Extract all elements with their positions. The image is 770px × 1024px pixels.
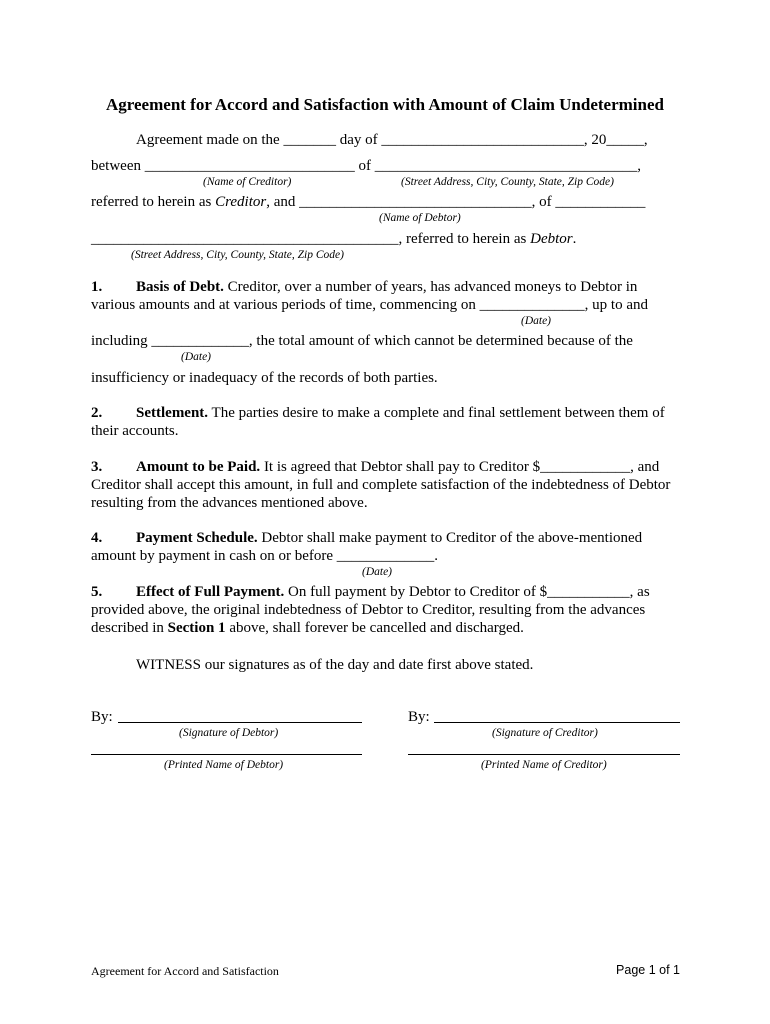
debtor-term: Debtor	[530, 231, 573, 247]
debtor-signature-line[interactable]	[118, 722, 362, 723]
section-4-text-1: Debtor shall make payment to Creditor of the above-mentioned	[257, 530, 643, 546]
section-1-line-1	[91, 278, 637, 296]
document-title: Agreement for Accord and Satisfaction with Amount of Claim Undetermined	[106, 95, 664, 114]
section-3-heading: Amount to be Paid.	[136, 459, 261, 475]
section-1-line-3: including _____________, the total amount of which cannot be determined because of the	[91, 333, 633, 349]
section-2-number: 2.	[91, 405, 103, 421]
section-4-heading: Payment Schedule.	[136, 530, 258, 546]
section-2-line-2: their accounts.	[91, 423, 179, 439]
intro-line-4	[91, 230, 576, 248]
section-3-text-1: It is agreed that Debtor shall pay to Creditor $____________, and	[260, 459, 660, 475]
caption-creditor-address: (Street Address, City, County, State, Zip Code)	[401, 176, 614, 188]
section-5-line-3	[91, 619, 524, 637]
debtor-printed-name-line[interactable]	[91, 754, 362, 755]
intro-line-3	[91, 193, 645, 211]
creditor-term: Creditor	[215, 194, 267, 210]
section-3-line-2: Creditor shall accept this amount, in full and complete satisfaction of the indebtedness of Debtor	[91, 477, 671, 493]
caption-signature-of-creditor: (Signature of Creditor)	[492, 727, 598, 739]
section-5-text-3-post: above, shall forever be cancelled and discharged.	[225, 620, 524, 636]
footer-page-number: Page 1 of 1	[616, 963, 680, 977]
intro-line-3-post: , and _______________________________, of ____________	[266, 194, 646, 210]
section-1-line-2: various amounts and at various periods of time, commencing on ______________, up to and	[91, 297, 648, 313]
section-4-number: 4.	[91, 530, 103, 546]
intro-line-2: between ____________________________ of ___________________________________,	[91, 158, 641, 174]
intro-line-4-post: .	[572, 231, 577, 247]
section-3-line-1	[91, 458, 659, 476]
debtor-by-label: By:	[91, 709, 113, 725]
section-4-caption-date: (Date)	[362, 566, 393, 578]
creditor-by-label: By:	[408, 709, 430, 725]
witness-statement: WITNESS our signatures as of the day and date first above stated.	[136, 657, 534, 673]
section-1-caption-date-2: (Date)	[181, 351, 212, 363]
caption-printed-name-of-debtor: (Printed Name of Debtor)	[164, 759, 284, 771]
section-1-caption-date-1: (Date)	[521, 315, 552, 327]
section-5-line-1	[91, 583, 650, 601]
section-2-text-1: The parties desire to make a complete and final settlement between them of	[208, 405, 665, 421]
caption-signature-of-debtor: (Signature of Debtor)	[179, 727, 279, 739]
creditor-signature-line[interactable]	[434, 722, 680, 723]
section-5-heading: Effect of Full Payment.	[136, 584, 285, 600]
creditor-printed-name-line[interactable]	[408, 754, 680, 755]
caption-name-of-debtor: (Name of Debtor)	[379, 212, 461, 224]
caption-printed-name-of-creditor: (Printed Name of Creditor)	[481, 759, 607, 771]
intro-line-4-pre: _________________________________________, referred to herein as	[91, 231, 531, 247]
section-5-text-3-pre: described in	[91, 620, 168, 636]
section-5-line-2: provided above, the original indebtedness of Debtor to Creditor, resulting from the advances	[91, 602, 646, 618]
section-3-line-3: resulting from the advances mentioned above.	[91, 495, 368, 511]
section-1-heading: Basis of Debt.	[136, 279, 224, 295]
caption-debtor-address: (Street Address, City, County, State, Zip Code)	[131, 249, 344, 261]
intro-line-1: Agreement made on the _______ day of ___________________________, 20_____,	[136, 132, 648, 148]
caption-name-of-creditor: (Name of Creditor)	[203, 176, 292, 188]
section-1-number: 1.	[91, 279, 103, 295]
section-5-section-ref: Section 1	[167, 620, 226, 636]
section-1-text-1: Creditor, over a number of years, has advanced moneys to Debtor in	[223, 279, 638, 295]
section-2-heading: Settlement.	[136, 405, 209, 421]
footer-document-name: Agreement for Accord and Satisfaction	[91, 964, 279, 978]
section-5-text-1: On full payment by Debtor to Creditor of $___________, as	[284, 584, 650, 600]
section-4-line-2: amount by payment in cash on or before _____________.	[91, 548, 439, 564]
section-2-line-1	[91, 404, 665, 422]
section-3-number: 3.	[91, 459, 103, 475]
section-5-number: 5.	[91, 584, 103, 600]
section-1-line-4: insufficiency or inadequacy of the records of both parties.	[91, 370, 438, 386]
section-4-line-1	[91, 529, 642, 547]
intro-line-3-pre: referred to herein as	[91, 194, 216, 210]
